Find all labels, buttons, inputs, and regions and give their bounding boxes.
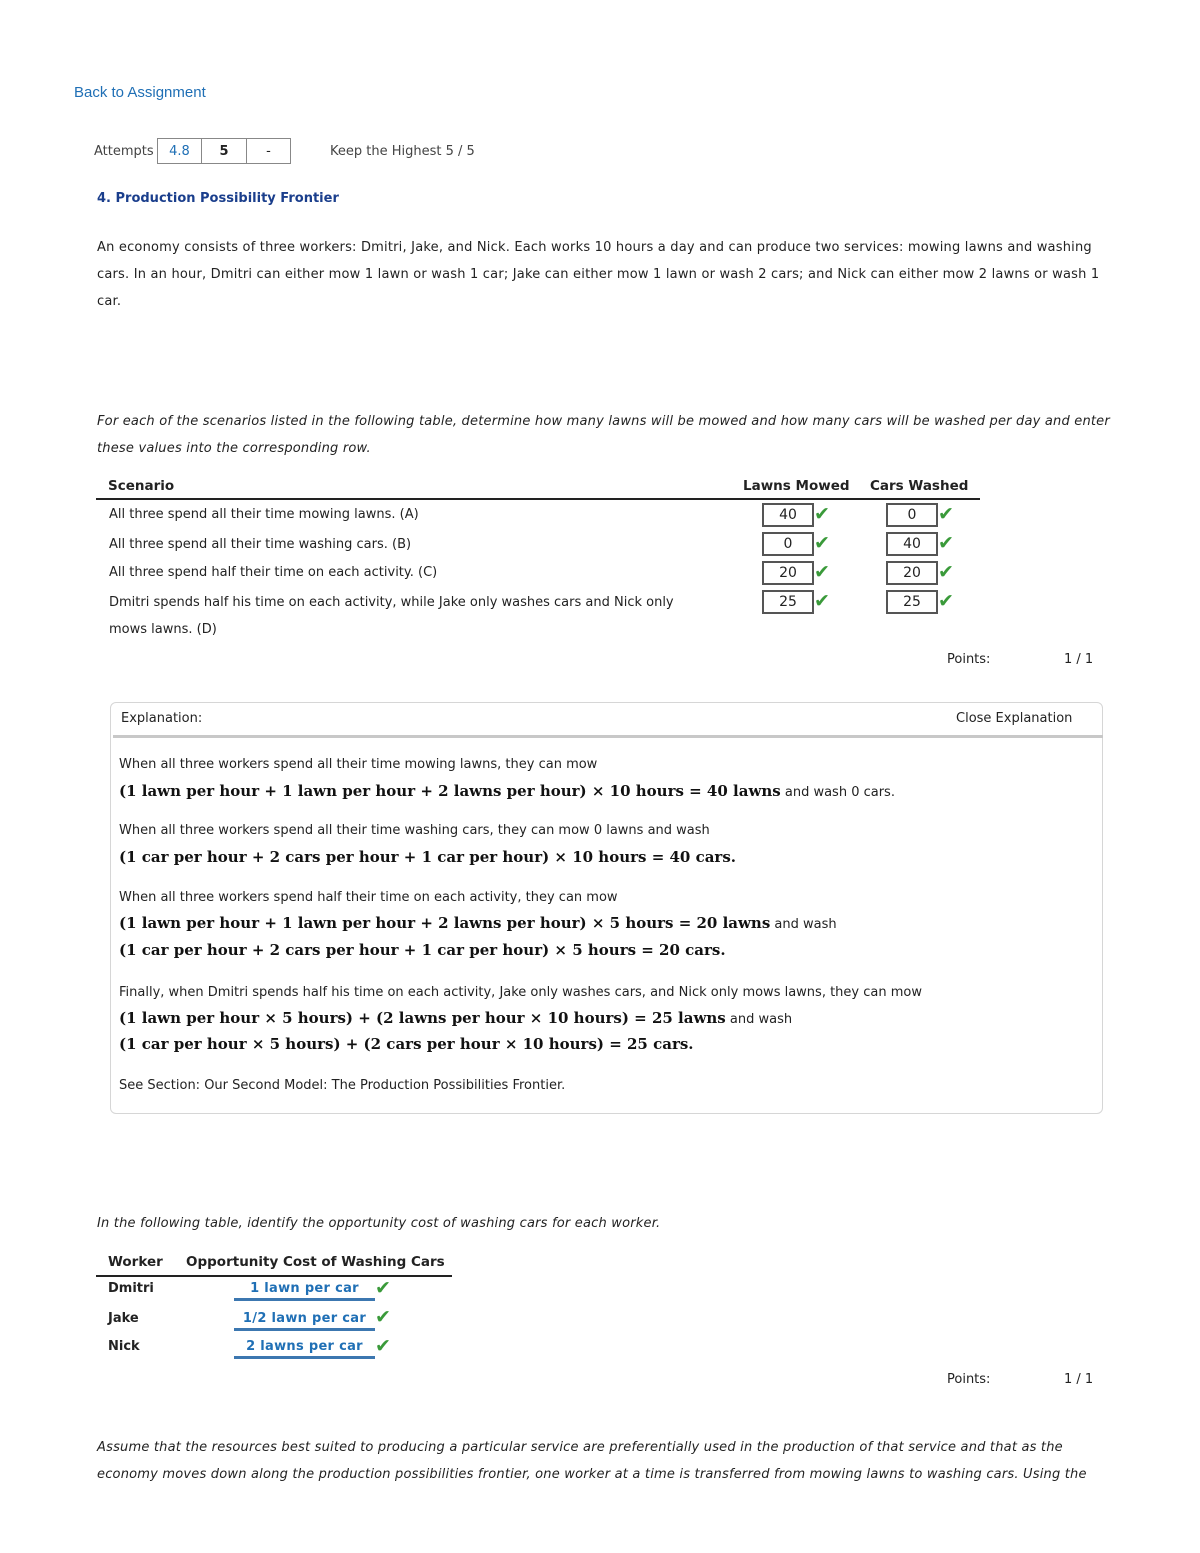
explanation-paragraph: When all three workers spend half their time on each activity, they can mow [119, 890, 618, 905]
attempt-score: 4.8 [157, 138, 202, 164]
equation-lawns-all: (1 lawn per hour + 1 lawn per hour + 2 lawns per hour) × 10 hours = 40 lawns [119, 782, 781, 800]
close-explanation-button[interactable]: Close Explanation [956, 711, 1073, 726]
worker-dmitri: Dmitri [108, 1281, 154, 1296]
part3-instructions: Assume that the resources best suited to producing a particular service are preferentially used in the production of that service and that as the economy moves down along the production possibilities frontier, one worker at a time is transferred from mowing lawns to washing cars. Using the [97, 1440, 1087, 1482]
scenario-b-cars-input[interactable]: 40 [886, 532, 938, 556]
scenario-header: Scenario [108, 478, 175, 494]
checkmark-icon: ✔ [938, 503, 954, 525]
dmitri-cost-dropdown[interactable]: 1 lawn per car [234, 1281, 375, 1301]
explanation-title: Explanation: [121, 711, 203, 726]
opportunity-cost-header: Opportunity Cost of Washing Cars [186, 1254, 445, 1270]
attempts-label: Attempts [94, 144, 154, 159]
table2-header-rule [96, 1275, 452, 1277]
equation-tail: and wash 0 cars. [784, 785, 895, 800]
scenario-d-lawns-input[interactable]: 25 [762, 590, 814, 614]
points-value: 1 / 1 [1064, 1372, 1094, 1387]
cars-washed-header: Cars Washed [870, 478, 969, 494]
checkmark-icon: ✔ [375, 1335, 391, 1357]
equation-tail: and wash [774, 917, 837, 932]
explanation-divider [113, 735, 1103, 738]
checkmark-icon: ✔ [814, 561, 830, 583]
checkmark-icon: ✔ [938, 590, 954, 612]
scenario-c-cars-input[interactable]: 20 [886, 561, 938, 585]
attempt-count: 5 [202, 138, 247, 164]
explanation-equation [119, 782, 895, 800]
question-title: 4. Production Possibility Frontier [97, 191, 339, 206]
scenario-c-lawns-input[interactable]: 20 [762, 561, 814, 585]
table-header-rule [96, 498, 980, 500]
nick-cost-dropdown[interactable]: 2 lawns per car [234, 1339, 375, 1359]
scenario-b-label: All three spend all their time washing cars. (B) [109, 537, 412, 552]
see-section-text: See Section: Our Second Model: The Production Possibilities Frontier. [119, 1078, 566, 1093]
checkmark-icon: ✔ [814, 590, 830, 612]
points-label: Points: [947, 652, 991, 667]
scenario-d-cars-input[interactable]: 25 [886, 590, 938, 614]
attempt-remaining: - [247, 138, 291, 164]
scenario-a-lawns-input[interactable]: 40 [762, 503, 814, 527]
worker-jake: Jake [108, 1311, 139, 1326]
equation-tail: and wash [729, 1012, 793, 1027]
scenario-b-lawns-input[interactable]: 0 [762, 532, 814, 556]
checkmark-icon: ✔ [814, 532, 830, 554]
part1-instructions: For each of the scenarios listed in the following table, determine how many lawns will be mowed and how many cars will be washed per day and enter these values into the corresponding row. [97, 414, 1110, 456]
scenario-c-label: All three spend half their time on each activity. (C) [109, 565, 438, 580]
worker-header: Worker [108, 1254, 163, 1270]
checkmark-icon: ✔ [938, 561, 954, 583]
question-intro: An economy consists of three workers: Dmitri, Jake, and Nick. Each works 10 hours a day and can produce two services: mowing lawns and washing cars. In an hour, Dmitri can either mow 1 lawn or wash 1 car; Jake can either mow 1 lawn or wash 2 cars; and Nick can either mow 2 lawns or wash 1 car. [97, 240, 1100, 309]
explanation-paragraph: When all three workers spend all their time washing cars, they can mow 0 lawns and wash [119, 823, 710, 838]
explanation-equation [119, 1009, 792, 1027]
equation-lawns-d: (1 lawn per hour × 5 hours) + (2 lawns per hour × 10 hours) = 25 lawns [119, 1009, 726, 1027]
worker-nick: Nick [108, 1339, 140, 1354]
checkmark-icon: ✔ [814, 503, 830, 525]
equation-cars-half: (1 car per hour + 2 cars per hour + 1 car per hour) × 5 hours = 20 cars. [119, 941, 726, 959]
equation-cars-d: (1 car per hour × 5 hours) + (2 cars per hour × 10 hours) = 25 cars. [119, 1035, 694, 1053]
jake-cost-dropdown[interactable]: 1/2 lawn per car [234, 1311, 375, 1331]
checkmark-icon: ✔ [938, 532, 954, 554]
explanation-paragraph: Finally, when Dmitri spends half his time on each activity, Jake only washes cars, and Nick only mows lawns, they can mow [119, 985, 922, 1000]
scenario-a-cars-input[interactable]: 0 [886, 503, 938, 527]
equation-lawns-half: (1 lawn per hour + 1 lawn per hour + 2 lawns per hour) × 5 hours = 20 lawns [119, 914, 771, 932]
equation-cars-all: (1 car per hour + 2 cars per hour + 1 car per hour) × 10 hours = 40 cars. [119, 848, 737, 866]
back-to-assignment-link[interactable]: Back to Assignment [74, 84, 206, 101]
lawns-mowed-header: Lawns Mowed [743, 478, 850, 494]
explanation-equation [119, 914, 837, 932]
part2-instructions: In the following table, identify the opportunity cost of washing cars for each worker. [97, 1216, 661, 1231]
keep-highest-text: Keep the Highest 5 / 5 [330, 144, 475, 159]
explanation-paragraph: When all three workers spend all their time mowing lawns, they can mow [119, 757, 598, 772]
checkmark-icon: ✔ [375, 1277, 391, 1299]
scenario-a-label: All three spend all their time mowing lawns. (A) [109, 507, 419, 522]
checkmark-icon: ✔ [375, 1306, 391, 1328]
points-label: Points: [947, 1372, 991, 1387]
scenario-d-label: Dmitri spends half his time on each activity, while Jake only washes cars and Nick only mows lawns. (D) [109, 595, 674, 637]
points-value: 1 / 1 [1064, 652, 1094, 667]
